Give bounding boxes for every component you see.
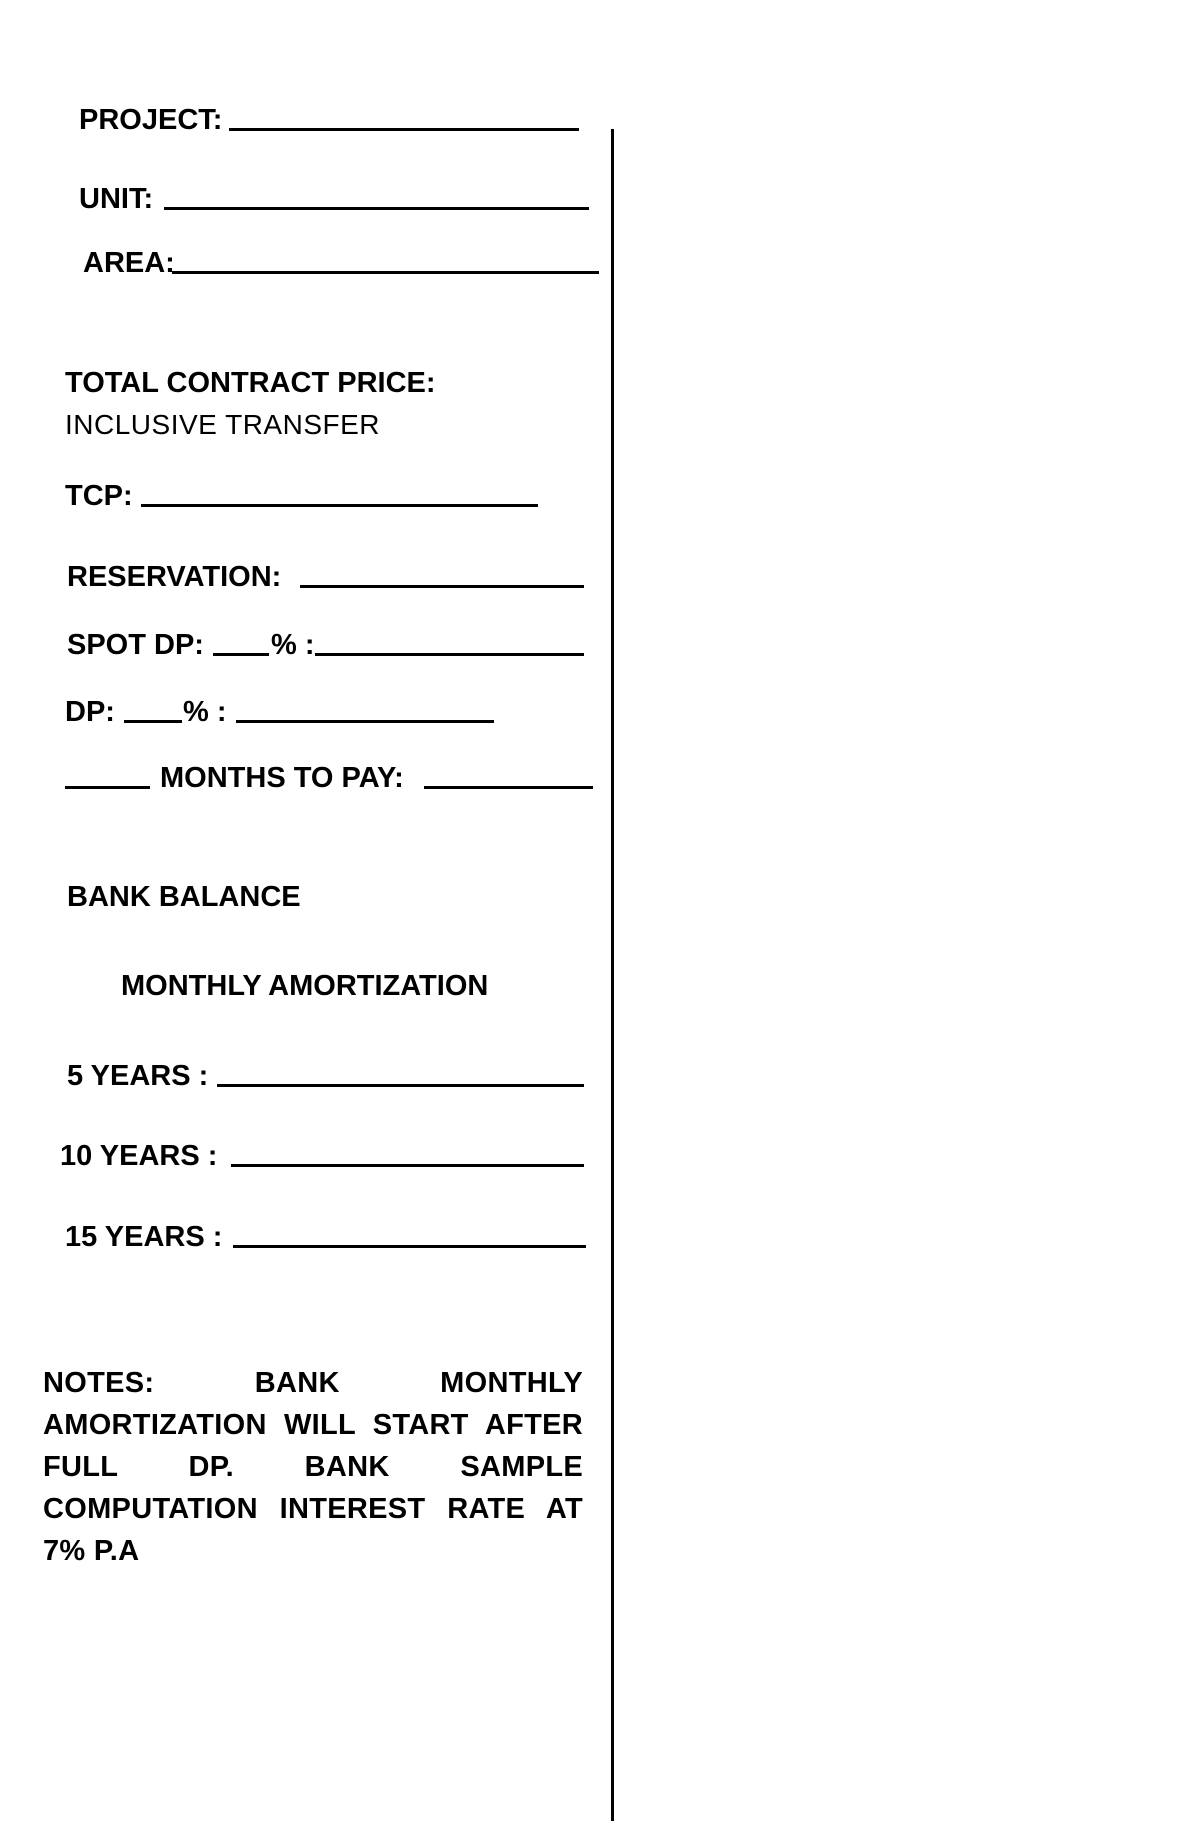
- dp-percent-field[interactable]: [124, 720, 182, 723]
- dp-label: DP:: [65, 696, 115, 728]
- years-15-field[interactable]: [233, 1245, 586, 1248]
- months-to-pay-row: [160, 760, 404, 796]
- tcp-field[interactable]: [141, 504, 538, 507]
- spot-dp-percent-label: % :: [271, 629, 315, 661]
- years-10-row: [60, 1138, 217, 1174]
- area-field[interactable]: [172, 271, 599, 274]
- spot-dp-percent-row: [271, 627, 315, 663]
- bank-balance-label: BANK BALANCE: [67, 881, 301, 913]
- dp-row: [65, 694, 115, 730]
- spot-dp-label: SPOT DP:: [67, 629, 204, 661]
- project-row: [79, 102, 222, 138]
- tcp-heading: TOTAL CONTRACT PRICE:: [65, 367, 436, 399]
- dp-amount-field[interactable]: [236, 720, 494, 723]
- months-count-field[interactable]: [65, 786, 150, 789]
- months-to-pay-label: MONTHS TO PAY:: [160, 762, 404, 794]
- dp-percent-label: % :: [183, 696, 227, 728]
- unit-field[interactable]: [164, 207, 589, 210]
- spot-dp-percent-field[interactable]: [213, 653, 269, 656]
- notes-text: NOTES: BANK MONTHLY AMORTIZATION WILL START AFTER FULL DP. BANK SAMPLE COMPUTATION INTEREST RATE AT 7% P.A: [43, 1367, 583, 1567]
- months-to-pay-field[interactable]: [424, 786, 593, 789]
- tcp-subheading: INCLUSIVE TRANSFER: [65, 409, 380, 440]
- years-15-label: 15 YEARS :: [65, 1221, 223, 1253]
- tcp-row: [65, 478, 133, 514]
- project-label: PROJECT:: [79, 104, 223, 136]
- years-10-field[interactable]: [231, 1164, 584, 1167]
- area-label: AREA:: [83, 247, 175, 279]
- reservation-label: RESERVATION:: [67, 561, 282, 593]
- spot-dp-row: [67, 627, 204, 663]
- vertical-divider: [611, 129, 614, 1821]
- reservation-field[interactable]: [300, 585, 584, 588]
- unit-row: [79, 181, 153, 217]
- area-row: [83, 245, 175, 281]
- unit-label: UNIT:: [79, 183, 154, 215]
- years-5-field[interactable]: [217, 1084, 584, 1087]
- dp-percent-row: [183, 694, 227, 730]
- years-10-label: 10 YEARS :: [60, 1140, 218, 1172]
- years-5-label: 5 YEARS :: [67, 1060, 209, 1092]
- reservation-row: [67, 559, 281, 595]
- spot-dp-amount-field[interactable]: [315, 653, 584, 656]
- project-field[interactable]: [229, 128, 579, 131]
- tcp-label: TCP:: [65, 480, 133, 512]
- years-5-row: [67, 1058, 208, 1094]
- monthly-amortization-heading: MONTHLY AMORTIZATION: [121, 970, 489, 1002]
- years-15-row: [65, 1219, 222, 1255]
